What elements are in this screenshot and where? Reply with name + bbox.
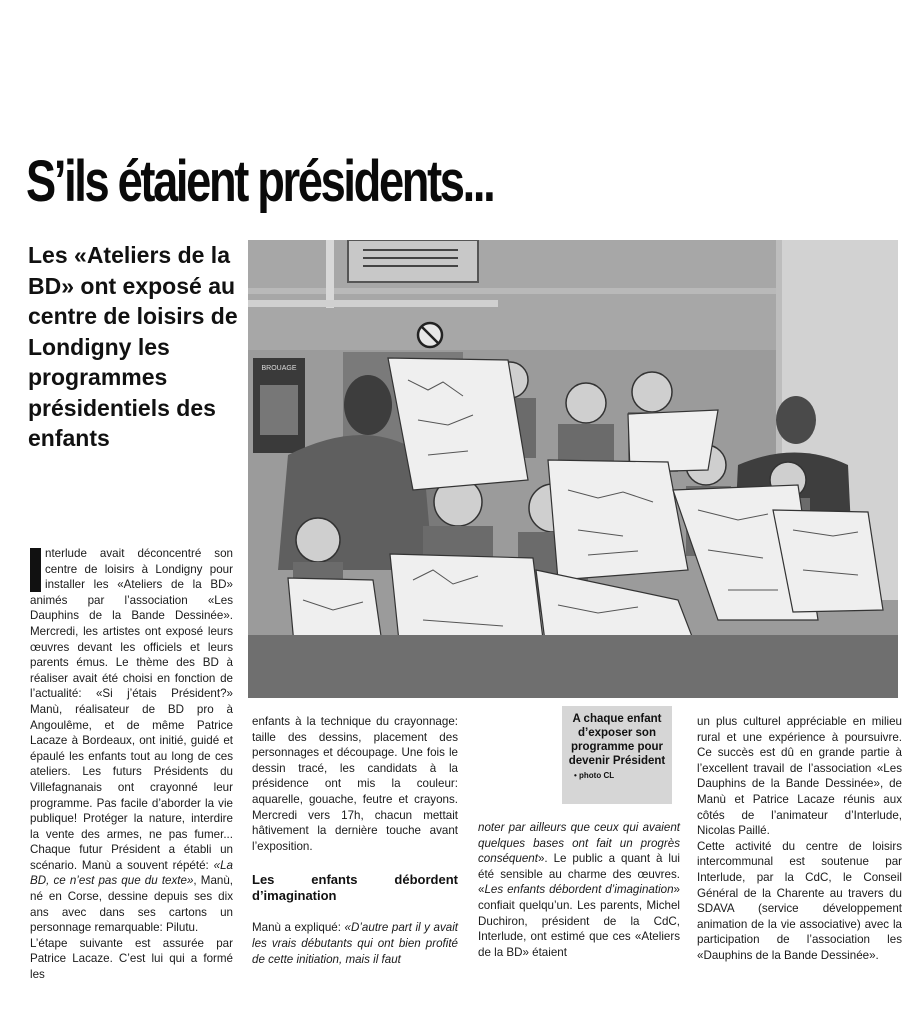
photo-credit: • photo CL [574,771,615,780]
poster-label: BROUAGE [261,365,297,372]
article-column-4 [697,714,902,964]
deck-subtitle: Les «Ateliers de la BD» ont exposé au centre de loisirs de Londigny les programmes présidentiels des enfants [28,242,238,451]
section-subheading: Les enfants débordent d’imagination [252,872,458,904]
article-column-2 [252,714,458,967]
photo-illustration [248,240,898,698]
column2-paragraph-1: enfants à la technique du crayonnage: taille des dessins, placement des personnages et découpage. Une fois le dessin tracé, les candidats à la présidence ont mis la couleur: aquarelle, gouache, feutre et crayons. Mercredi vers 17h, chacun mettait hâtivement la dernière touche avant l’exposition. [252,715,458,853]
article-column-3 [478,820,680,960]
photo-caption [562,706,672,804]
drop-cap-initial [30,548,41,592]
article-column-1 [30,546,233,983]
column4-paragraph-2: Cette activité du centre de loisirs intercommunal est soutenue par Interlude, par la CdC, le Conseil Général de la Charente au travers du SDAVA (service développement animation de la vie associative) avec la participation de l’association les «Dauphins de la Bande Dessinée». [697,839,902,962]
article-photo [248,240,898,698]
column3-paragraph-1: noter par ailleurs que ceux qui avaient quelques bases ont fait un progrès conséquent». Le public a quant à lui été sensible au charme des œuvres. «Les enfants débordent d’imagination» confiait quelqu’un. Les parents, Michel Duchiron, président de la CdC, Interlude, ont estimé que ces «Ateliers de la BD» étaient [478,821,680,959]
column2-paragraph-2: Manù a expliqué: «D’autre part il y avait les vrais débutants qui ont bien profité de cette initiation, mais il faut [252,921,458,966]
column1-paragraph-1: nterlude avait déconcentré son centre de loisirs à Londigny pour installer les «Ateliers de la BD» animés par l’association «Les Dauphins de la Bande Dessinée». Mercredi, les artistes ont exposé leurs œuvres devant les officiels et leurs parents émus. Le thème des BD à réaliser avait été choisi en fonction de l’actualité: «Si j’étais Président?» Manù, réalisateur de BD pro à Angoulême, et de même Patrice Lacaze à Bordeaux, ont initié, guidé et épaulé les enfants tout au long de ces ateliers. Les futurs Présidents du Villefagnanais ont crayonné leur programme. Pas facile d’aborder la vie publique! Protéger la nature, interdire la vente des armes, ne pas fumer... Chaque futur Président a établi un scénario. Manù a souvent répété: «La BD, ce n’est pas que du texte», Manù, né en Corse, dessine depuis ses dix ans avec dans ses cartons un personnage remarquable: Pilutu. [30,547,234,935]
column4-paragraph-1: un plus culturel appréciable en milieu rural et une expérience à poursuivre. Ce succès est dû en grande partie à l’excellent travail de l’association «Les Dauphins de la Bande Dessinée», de Manù et Patrice Lacaze réunis aux côtés de l’animateur d’Interlude, Nicolas Paillé. [697,715,902,838]
headline: S’ils étaient présidents... [26,149,494,214]
caption-text: A chaque enfant d’exposer son programme pour devenir Président [568,713,666,767]
column1-paragraph-2: L’étape suivante est assurée par Patrice Lacaze. C’est lui qui a formé les [30,936,233,982]
